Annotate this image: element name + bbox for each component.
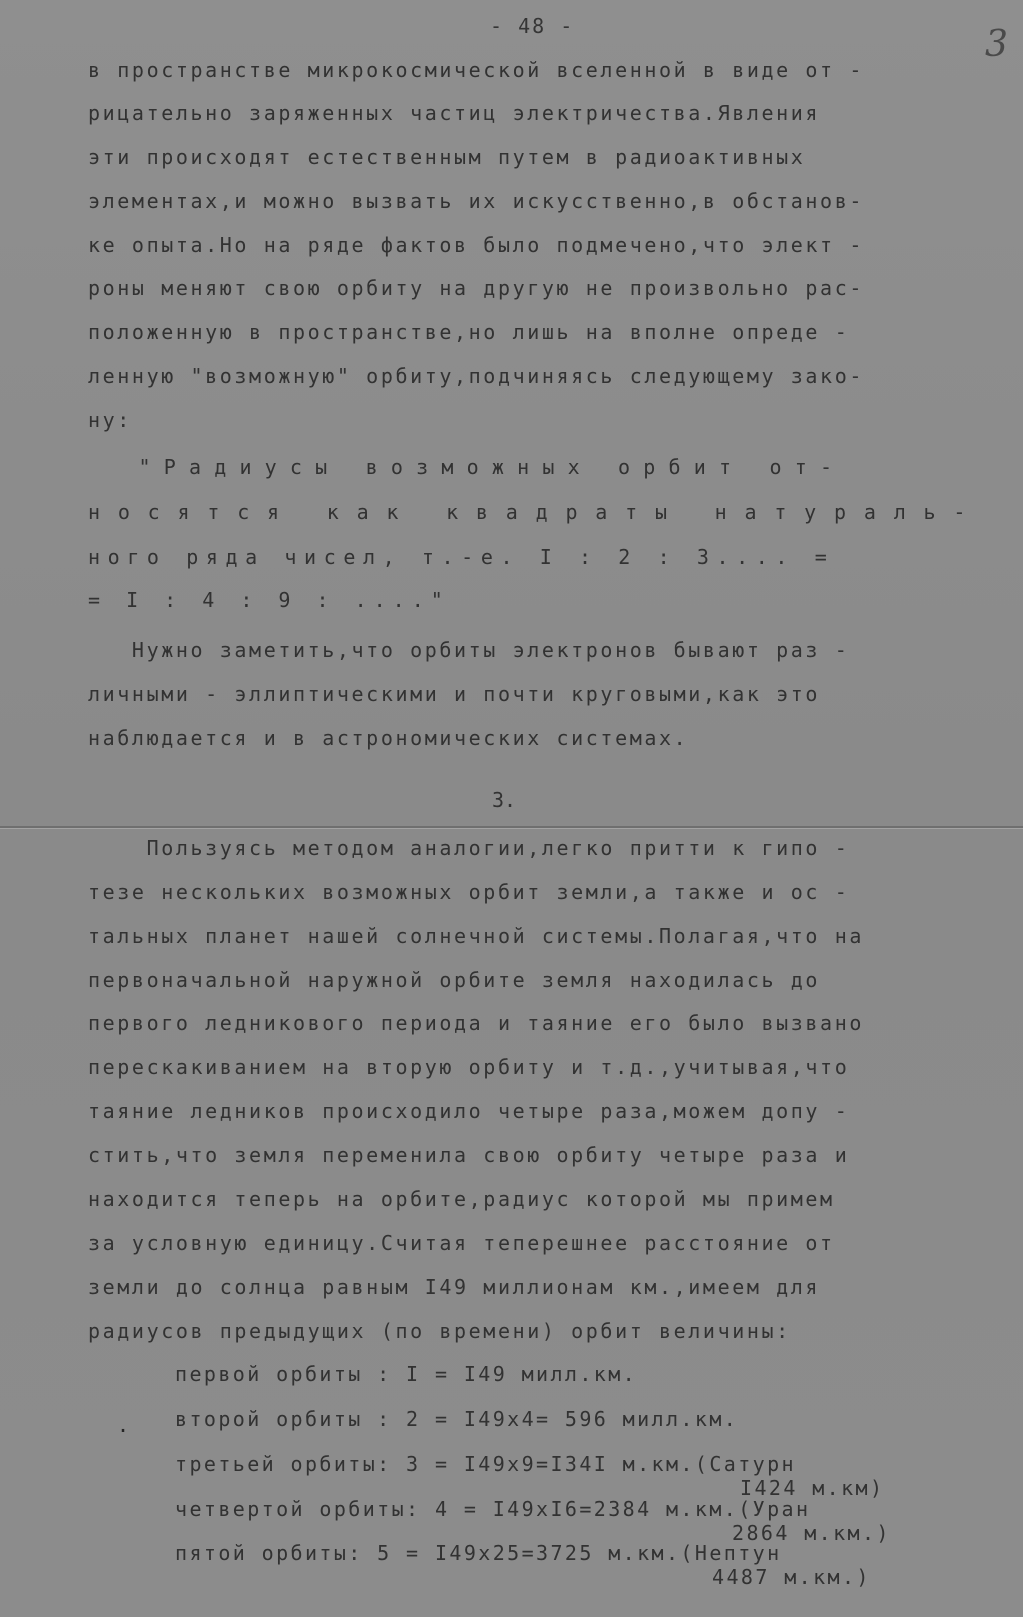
text-line: находится теперь на орбите,радиус которой мы примем — [88, 1187, 835, 1211]
text-line: ленную "возможную" орбиту,подчиняясь следующему зако- — [88, 364, 864, 388]
orbit-note: I424 м.км) — [740, 1476, 885, 1500]
text-line: за условную единицу.Считая теперешнее расстояние от — [88, 1231, 835, 1255]
text-line: ке опыта.Но на ряде фактов было подмечено,что элект - — [88, 233, 864, 257]
handwritten-archive-number: 3 — [985, 24, 1008, 65]
quote-line: ного ряда чисел, т.-е. I : 2 : 3.... = — [88, 545, 835, 569]
text-line: таяние ледников происходило четыре раза,можем допу - — [88, 1099, 850, 1123]
stray-mark: . — [117, 1413, 130, 1437]
quote-line: носятся как квадраты натураль- — [88, 500, 984, 524]
text-line: земли до солнца равным I49 миллионам км.,имеем для — [88, 1275, 821, 1299]
orbit-item: первой орбиты : I = I49 милл.км. — [175, 1362, 638, 1386]
text-line: Пользуясь методом аналогии,легко притти к гипо - — [88, 836, 850, 860]
text-line: первоначальной наружной орбите земля находилась до — [88, 968, 821, 992]
text-line: стить,что земля переменила свою орбиту четыре раза и — [88, 1143, 850, 1167]
text-line: тезе нескольких возможных орбит земли,а также и ос - — [88, 880, 850, 904]
orbit-item: четвертой орбиты: 4 = I49xI6=2384 м.км.(Уран — [175, 1497, 811, 1521]
text-line: эти происходят естественным путем в радиоактивных — [88, 145, 806, 169]
text-line: элементах,и можно вызвать их искусственно,в обстанов- — [88, 189, 864, 213]
text-line: Нужно заметить,что орбиты электронов бывают раз - — [88, 638, 850, 662]
text-line: положенную в пространстве,но лишь на вполне опреде - — [88, 320, 850, 344]
page-number: - 48 - — [490, 14, 575, 38]
text-line: первого ледникового периода и таяние его было вызвано — [88, 1011, 864, 1035]
paper-fold-highlight — [0, 828, 1023, 829]
text-line: наблюдается и в астрономических системах. — [88, 726, 689, 750]
text-line: перескакиванием на вторую орбиту и т.д.,учитывая,что — [88, 1055, 850, 1079]
orbit-item: второй орбиты : 2 = I49x4= 596 милл.км. — [175, 1407, 739, 1431]
text-line: личными - эллиптическими и почти круговыми,как это — [88, 682, 821, 706]
section-number: 3. — [492, 788, 517, 812]
text-line: тальных планет нашей солнечной системы.Полагая,что на — [88, 924, 864, 948]
quote-line: "Радиусы возможных орбит от- — [88, 455, 846, 479]
text-line: рицательно заряженных частиц электричества.Явления — [88, 101, 821, 125]
orbit-note: 2864 м.км.) — [732, 1521, 891, 1545]
quote-line: = I : 4 : 9 : ...." — [88, 588, 450, 612]
text-line: роны меняют свою орбиту на другую не произвольно рас- — [88, 276, 864, 300]
orbit-item: пятой орбиты: 5 = I49x25=3725 м.км.(Нептун — [175, 1541, 782, 1565]
orbit-item: третьей орбиты: 3 = I49x9=I34I м.км.(Сатурн — [175, 1452, 796, 1476]
text-line: радиусов предыдущих (по времени) орбит величины: — [88, 1319, 791, 1343]
text-line: в пространстве микрокосмической вселенной в виде от - — [88, 58, 864, 82]
text-line: ну: — [88, 408, 132, 432]
orbit-note: 4487 м.км.) — [712, 1565, 871, 1589]
